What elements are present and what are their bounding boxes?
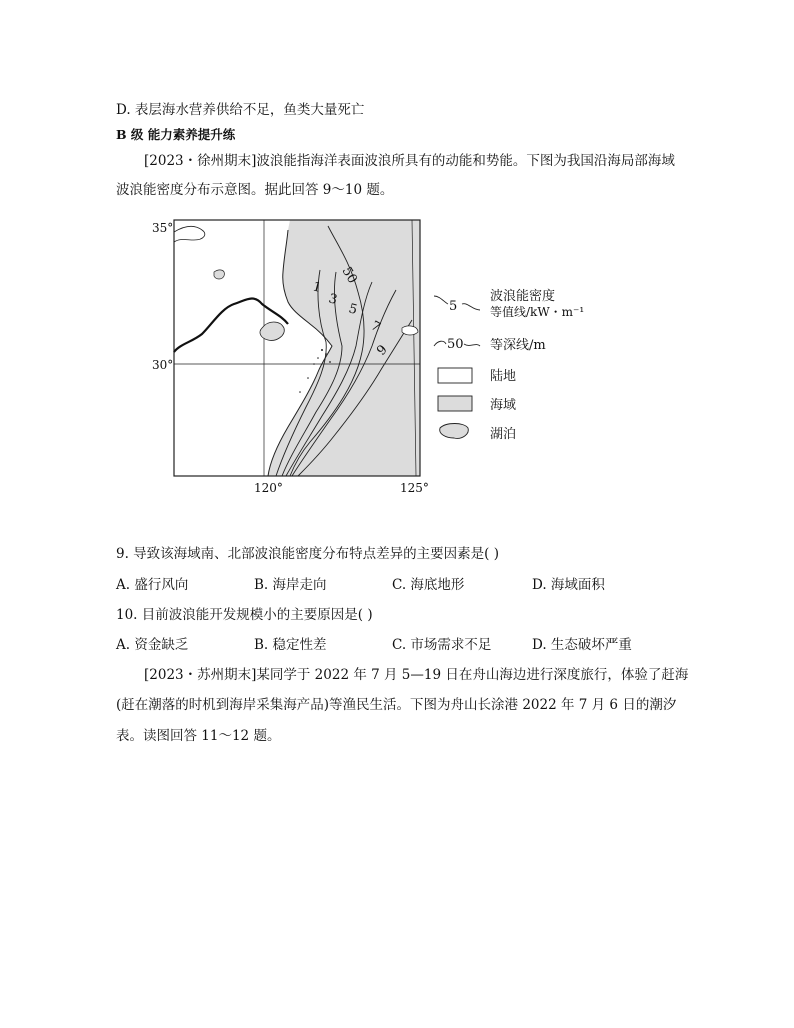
question-10-option-c[interactable]: C. 市场需求不足 [392,637,492,653]
intro-paragraph-2-line-2: (赶在潮落的时机到海岸采集海产品)等渔民生活。下图为舟山长涂港 2022 年 7 月 6 日的潮汐 [116,697,677,713]
legend-wave-label-1: 波浪能密度 [490,289,556,304]
question-9-option-b[interactable]: B. 海岸走向 [254,577,327,593]
depth-label: 50 [338,264,360,287]
wave-label-3: 3 [326,291,339,309]
option-d-previous: D. 表层海水营养供给不足，鱼类大量死亡 [116,102,365,118]
legend-depth-label: 等深线/m [490,338,546,353]
wave-label-1: 1 [310,279,323,297]
lon-label-125: 125° [400,481,429,495]
lat-label-35: 35° [152,221,174,235]
wave-label-9: 9 [374,342,391,359]
sea-area [268,220,420,476]
wave-energy-density-map [150,212,600,502]
question-10-stem: 10. 目前波浪能开发规模小的主要原因是( ) [116,607,373,623]
question-9-option-a[interactable]: A. 盛行风向 [116,577,189,593]
intro-paragraph-2-line-3: 表。读图回答 11～12 题。 [116,728,281,744]
small-lake [214,270,224,279]
question-9-option-d[interactable]: D. 海域面积 [532,577,605,593]
legend-wave-label-2: 等值线/kW・m⁻¹ [490,305,585,319]
intro-paragraph-2-line-1: [2023・苏州期末]某同学于 2022 年 7 月 5—19 日在舟山海边进行深度旅行，体验了赶海 [144,667,689,683]
section-title: B 级 能力素养提升练 [116,127,236,142]
wave-label-5: 5 [346,301,359,319]
question-10-option-a[interactable]: A. 资金缺乏 [116,637,189,653]
wave-label-7: 7 [368,318,383,336]
lon-label-120: 120° [254,481,283,495]
peninsula [174,226,205,242]
question-9-option-c[interactable]: C. 海底地形 [392,577,465,593]
coastal-island [402,326,418,335]
legend-depth-symbol: 50 [447,337,464,352]
lake [260,322,284,340]
legend-lake-label: 湖泊 [490,427,517,442]
question-9-stem: 9. 导致该海域南、北部波浪能密度分布特点差异的主要因素是( ) [116,546,499,562]
legend-land-label: 陆地 [490,369,517,384]
legend-sea-label: 海域 [490,398,517,413]
map-legend [434,288,584,442]
question-10-option-d[interactable]: D. 生态破坏严重 [532,637,632,653]
intro-paragraph-1-line-1: [2023・徐州期末]波浪能指海洋表面波浪所具有的动能和势能。下图为我国沿海局部海域 [144,153,675,169]
legend-wave-symbol: 5 [449,299,458,314]
question-10-option-b[interactable]: B. 稳定性差 [254,637,327,653]
intro-paragraph-1-line-2: 波浪能密度分布示意图。据此回答 9～10 题。 [116,182,394,198]
lat-label-30: 30° [152,358,174,372]
